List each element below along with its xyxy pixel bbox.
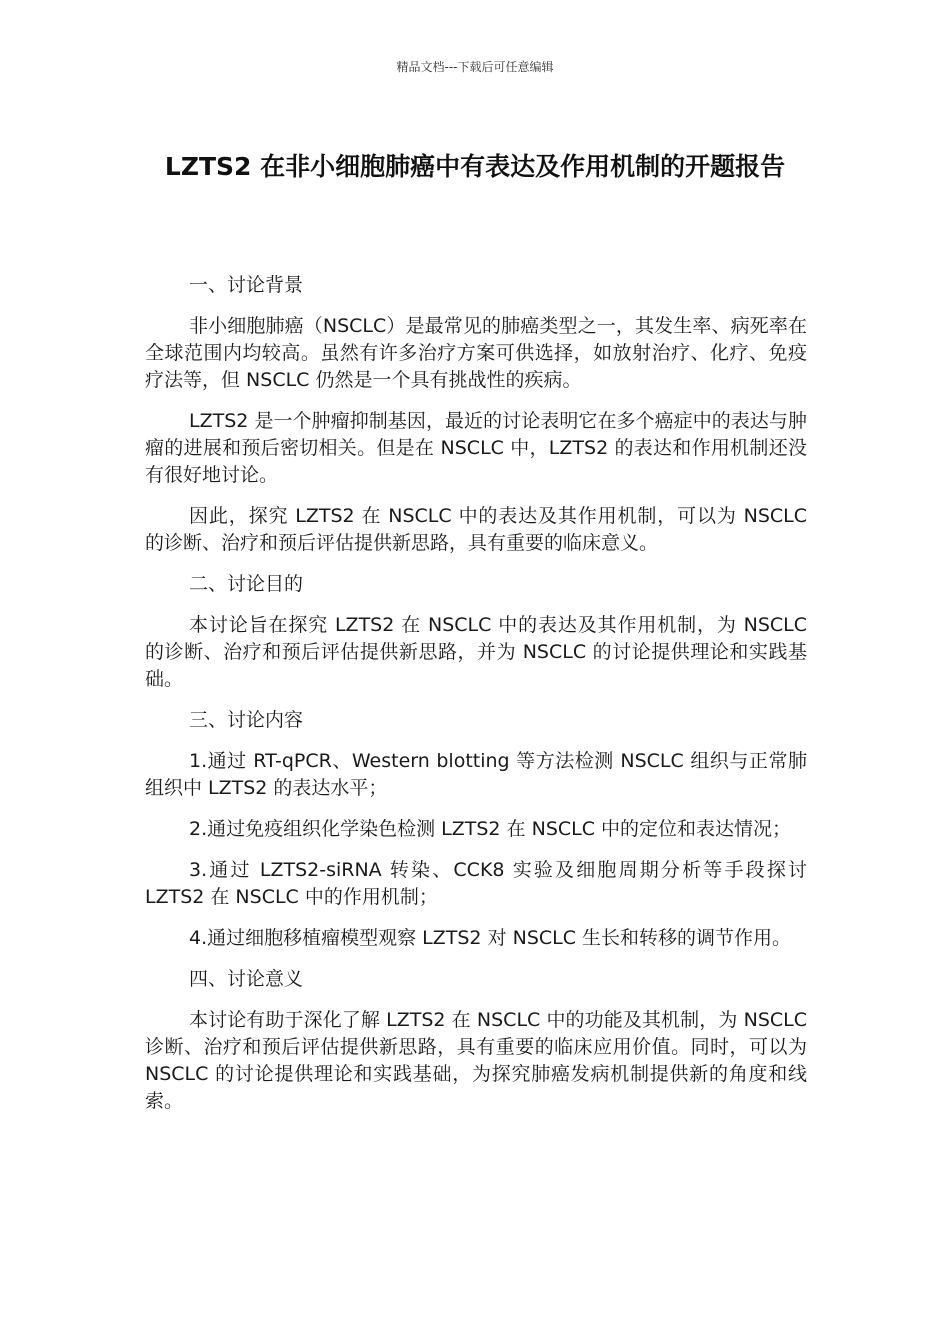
- paragraph: 因此，探究 LZTS2 在 NSCLC 中的表达及其作用机制，可以为 NSCLC 的诊断、治疗和预后评估提供新思路，具有重要的临床意义。: [145, 505, 807, 554]
- paragraph: 本讨论有助于深化了解 LZTS2 在 NSCLC 中的功能及其机制，为 NSCLC 诊断、治疗和预后评估提供新思路，具有重要的临床应用价值。同时，可以为 NSCLC 的讨论提供理论和实践基础，为探究肺癌发病机制提供新的角度和线索。: [145, 1009, 807, 1112]
- document-title: LZTS2 在非小细胞肺癌中有表达及作用机制的开题报告: [164, 152, 786, 181]
- section-background: [145, 272, 807, 557]
- paragraph: 非小细胞肺癌（NSCLC）是最常见的肺癌类型之一，其发生率、病死率在全球范围内均较高。虽然有许多治疗方案可供选择，如放射治疗、化疗、免疫疗法等，但 NSCLC 仍然是一个具有挑战性的疾病。: [145, 315, 807, 391]
- paragraph: LZTS2 是一个肿瘤抑制基因，最近的讨论表明它在多个癌症中的表达与肿瘤的进展和预后密切相关。但是在 NSCLC 中，LZTS2 的表达和作用机制还没有很好地讨论。: [145, 410, 807, 486]
- section-significance: [145, 966, 807, 1115]
- section-heading: 四、讨论意义: [189, 968, 304, 990]
- section-content: [145, 707, 807, 952]
- paragraph: 本讨论旨在探究 LZTS2 在 NSCLC 中的表达及其作用机制，为 NSCLC 的诊断、治疗和预后评估提供新思路，并为 NSCLC 的讨论提供理论和实践基础。: [145, 614, 807, 690]
- list-item: 1.通过 RT-qPCR、Western blotting 等方法检测 NSCLC 组织与正常肺组织中 LZTS2 的表达水平；: [145, 750, 807, 799]
- section-heading: 三、讨论内容: [189, 709, 304, 731]
- section-heading: 一、讨论背景: [189, 274, 304, 296]
- document-body: [145, 272, 807, 1129]
- page-header: 精品文档---下载后可任意编辑: [396, 60, 554, 74]
- list-item: 2.通过免疫组织化学染色检测 LZTS2 在 NSCLC 中的定位和表达情况；: [189, 818, 792, 840]
- section-purpose: [145, 571, 807, 693]
- list-item: 3.通过 LZTS2-siRNA 转染、CCK8 实验及细胞周期分析等手段探讨 LZTS2 在 NSCLC 中的作用机制；: [145, 859, 807, 908]
- list-item: 4.通过细胞移植瘤模型观察 LZTS2 对 NSCLC 生长和转移的调节作用。: [189, 927, 792, 949]
- section-heading: 二、讨论目的: [189, 573, 304, 595]
